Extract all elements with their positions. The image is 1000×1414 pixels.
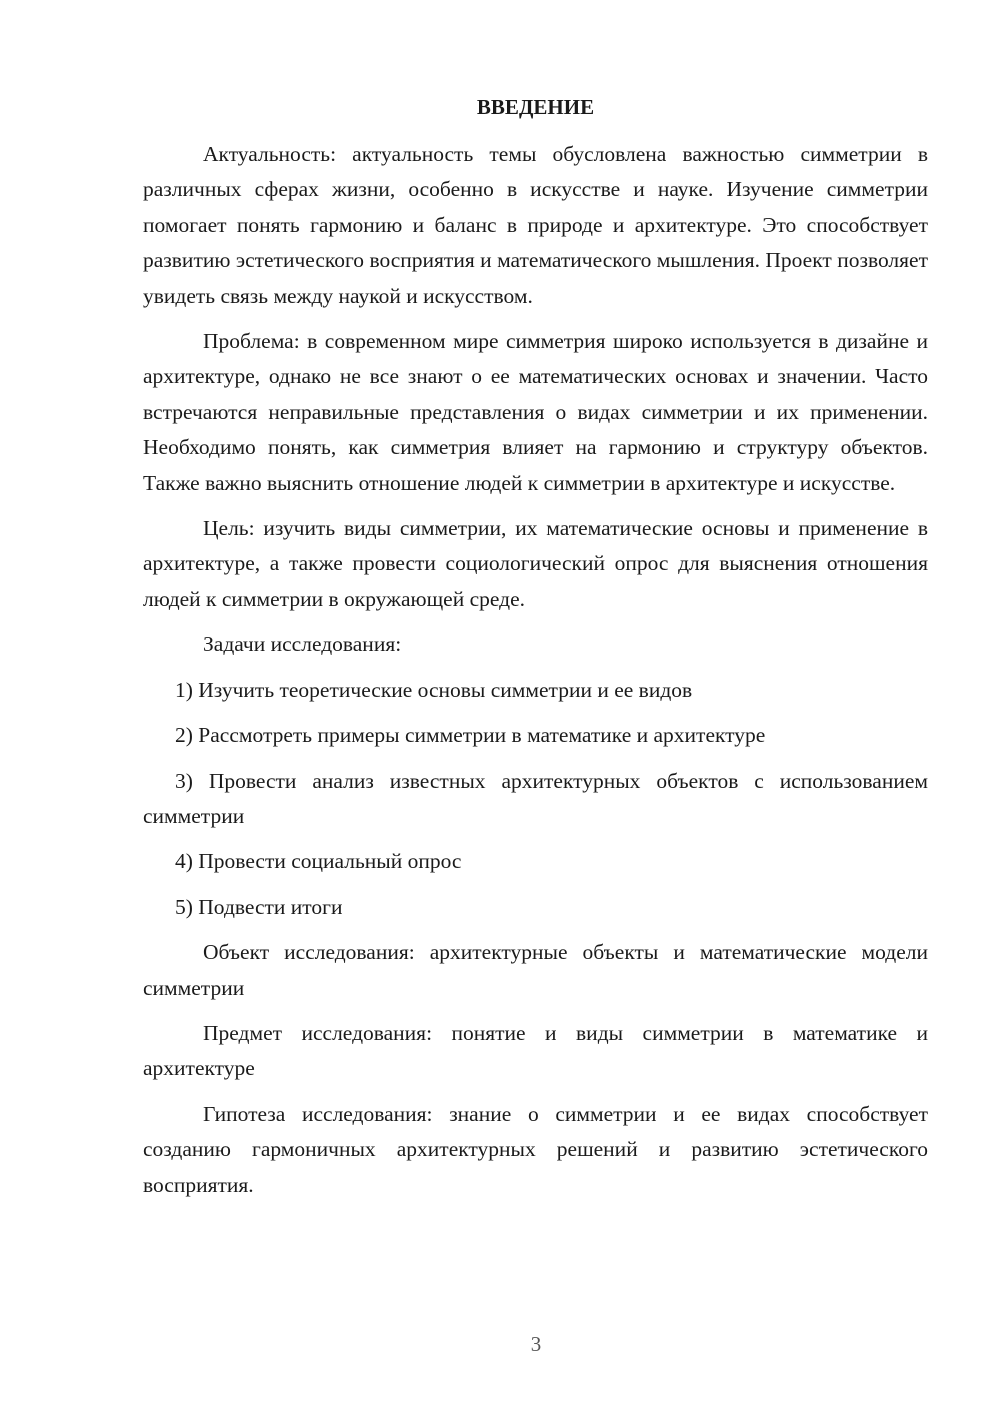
paragraph-object: Объект исследования: архитектурные объекты и математические модели симметрии	[143, 940, 928, 1000]
tasks-heading: Задачи исследования:	[203, 632, 402, 657]
document-page	[143, 90, 928, 1213]
page-number: 3	[530, 1332, 542, 1356]
task-item-2: 2) Рассмотреть примеры симметрии в математике и архитектуре	[175, 723, 766, 748]
task-item-4: 4) Провести социальный опрос	[175, 849, 462, 874]
paragraph-relevance: Актуальность: актуальность темы обусловлена важностью симметрии в различных сферах жизни, особенно в искусстве и науке. Изучение симметрии помогает понять гармонию и баланс в природе и архитектуре. Это способствует развитию эстетического восприятия и математического мышления. Проект позволяет увидеть связь между наукой и искусством.	[143, 142, 928, 308]
paragraph-hypothesis: Гипотеза исследования: знание о симметрии и ее видах способствует созданию гармоничных архитектурных решений и развитию эстетического восприятия.	[143, 1101, 928, 1197]
paragraph-problem: Проблема: в современном мире симметрия широко используется в дизайне и архитектуре, однако не все знают о ее математических основах и значении. Часто встречаются неправильные представления о видах симметрии и их применении. Необходимо понять, как симметрия влияет на гармонию и структуру объектов. Также важно выяснить отношение людей к симметрии в архитектуре и искусстве.	[143, 329, 928, 495]
task-item-3: 3) Провести анализ известных архитектурных объектов с использованием симметрии	[143, 768, 928, 828]
task-item-5: 5) Подвести итоги	[175, 894, 343, 919]
task-item-1: 1) Изучить теоретические основы симметрии и ее видов	[175, 677, 693, 702]
page-title: ВВЕДЕНИЕ	[476, 95, 595, 119]
paragraph-goal: Цель: изучить виды симметрии, их математические основы и применение в архитектуре, а также провести социологический опрос для выяснения отношения людей к симметрии в окружающей среде.	[143, 516, 928, 611]
paragraph-subject: Предмет исследования: понятие и виды симметрии в математике и архитектуре	[143, 1020, 928, 1081]
